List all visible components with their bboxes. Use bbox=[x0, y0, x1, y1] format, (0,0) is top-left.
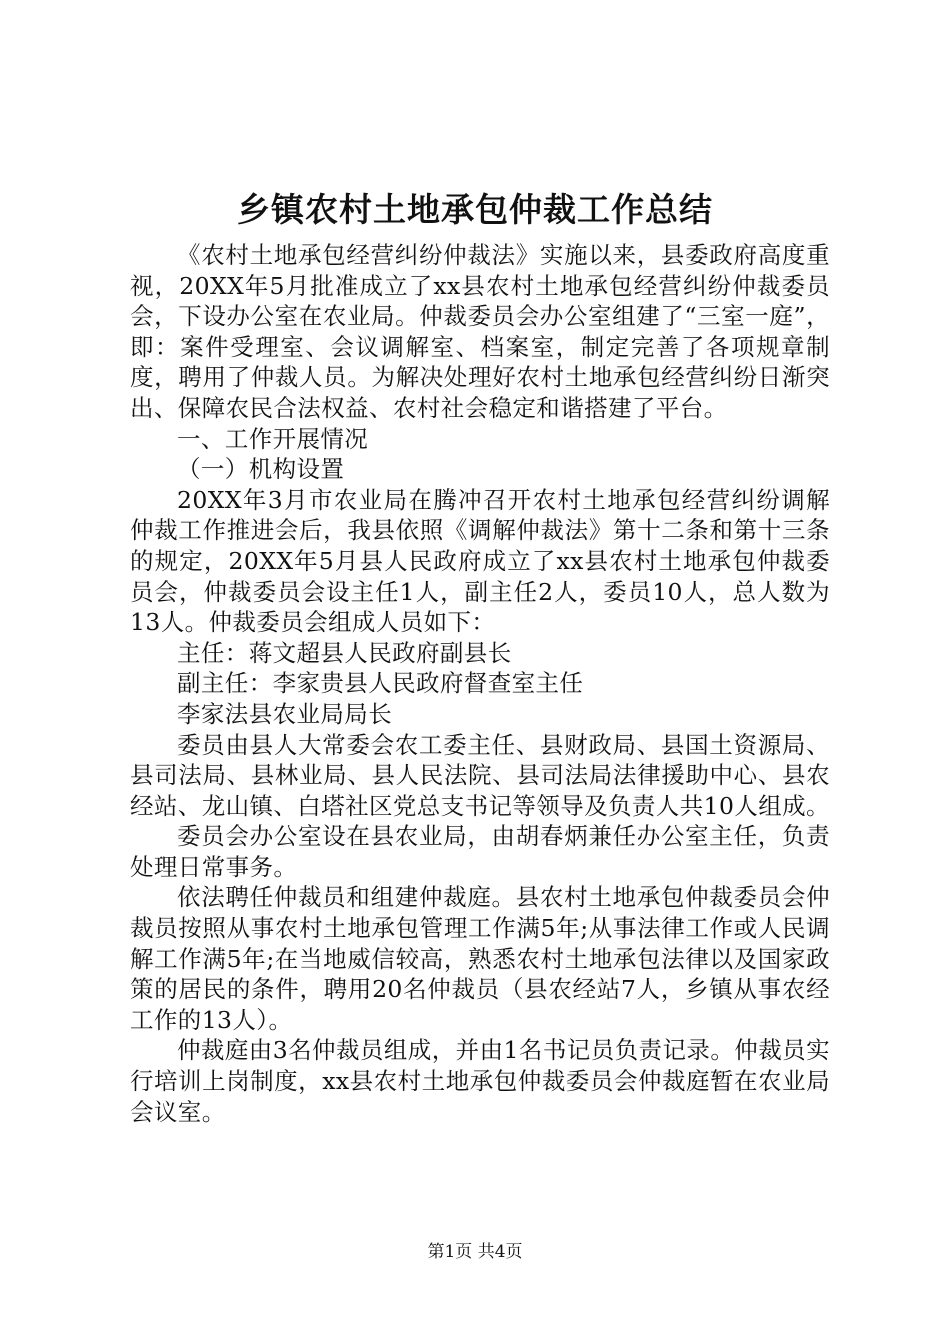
paragraph-committee-setup: 20XX年3月市农业局在腾冲召开农村土地承包经营纠纷调解仲裁工作推进会后，我县依照《调解仲裁法》第十二条和第十三条的规定，20XX年5月县人民政府成立了xx县农村土地承包仲裁委员会，仲裁委员会设主任1人，副主任2人，委员10人，总人数为13人。仲裁委员会组成人员如下： bbox=[130, 485, 830, 637]
paragraph-deputy-director: 副主任：李家贵县人民政府督查室主任 bbox=[177, 669, 584, 698]
paragraph-director: 主任：蒋文超县人民政府副县长 bbox=[177, 638, 512, 667]
paragraph-office: 委员会办公室设在县农业局，由胡春炳兼任办公室主任，负责处理日常事务。 bbox=[130, 822, 830, 881]
section-heading: 一、工作开展情况 bbox=[177, 424, 369, 453]
subsection-heading: （一）机构设置 bbox=[177, 455, 345, 484]
paragraph-tribunal: 仲裁庭由3名仲裁员组成，并由1名书记员负责记录。仲裁员实行培训上岗制度，xx县农村土地承包仲裁委员会仲裁庭暂在农业局会议室。 bbox=[130, 1036, 830, 1126]
page-number-footer: 第1页 共4页 bbox=[427, 1242, 523, 1262]
document-title: 乡镇农村土地承包仲裁工作总结 bbox=[237, 190, 713, 229]
paragraph-members: 委员由县人大常委会农工委主任、县财政局、县国土资源局、县司法局、县林业局、县人民法院、县司法局法律援助中心、县农经站、龙山镇、白塔社区党总支书记等领导及负责人共10人组成。 bbox=[130, 730, 830, 820]
paragraph-arbitrators: 依法聘任仲裁员和组建仲裁庭。县农村土地承包仲裁委员会仲裁员按照从事农村土地承包管理工作满5年;从事法律工作或人民调解工作满5年;在当地威信较高，熟悉农村土地承包法律以及国家政策的居民的条件，聘用20名仲裁员（县农经站7人，乡镇从事农经工作的13人）。 bbox=[130, 883, 830, 1034]
paragraph-intro: 《农村土地承包经营纠纷仲裁法》实施以来，县委政府高度重视，20XX年5月批准成立了xx县农村土地承包经营纠纷仲裁委员会，下设办公室在农业局。仲裁委员会办公室组建了“三室一庭”，即：案件受理室、会议调解室、档案室，制定完善了各项规章制度，聘用了仲裁人员。为解决处理好农村土地承包经营纠纷日渐突出、保障农民合法权益、农村社会稳定和谐搭建了平台。 bbox=[130, 241, 830, 422]
document-body bbox=[130, 240, 830, 1127]
paragraph-deputy-director-2: 李家法县农业局局长 bbox=[177, 699, 393, 728]
